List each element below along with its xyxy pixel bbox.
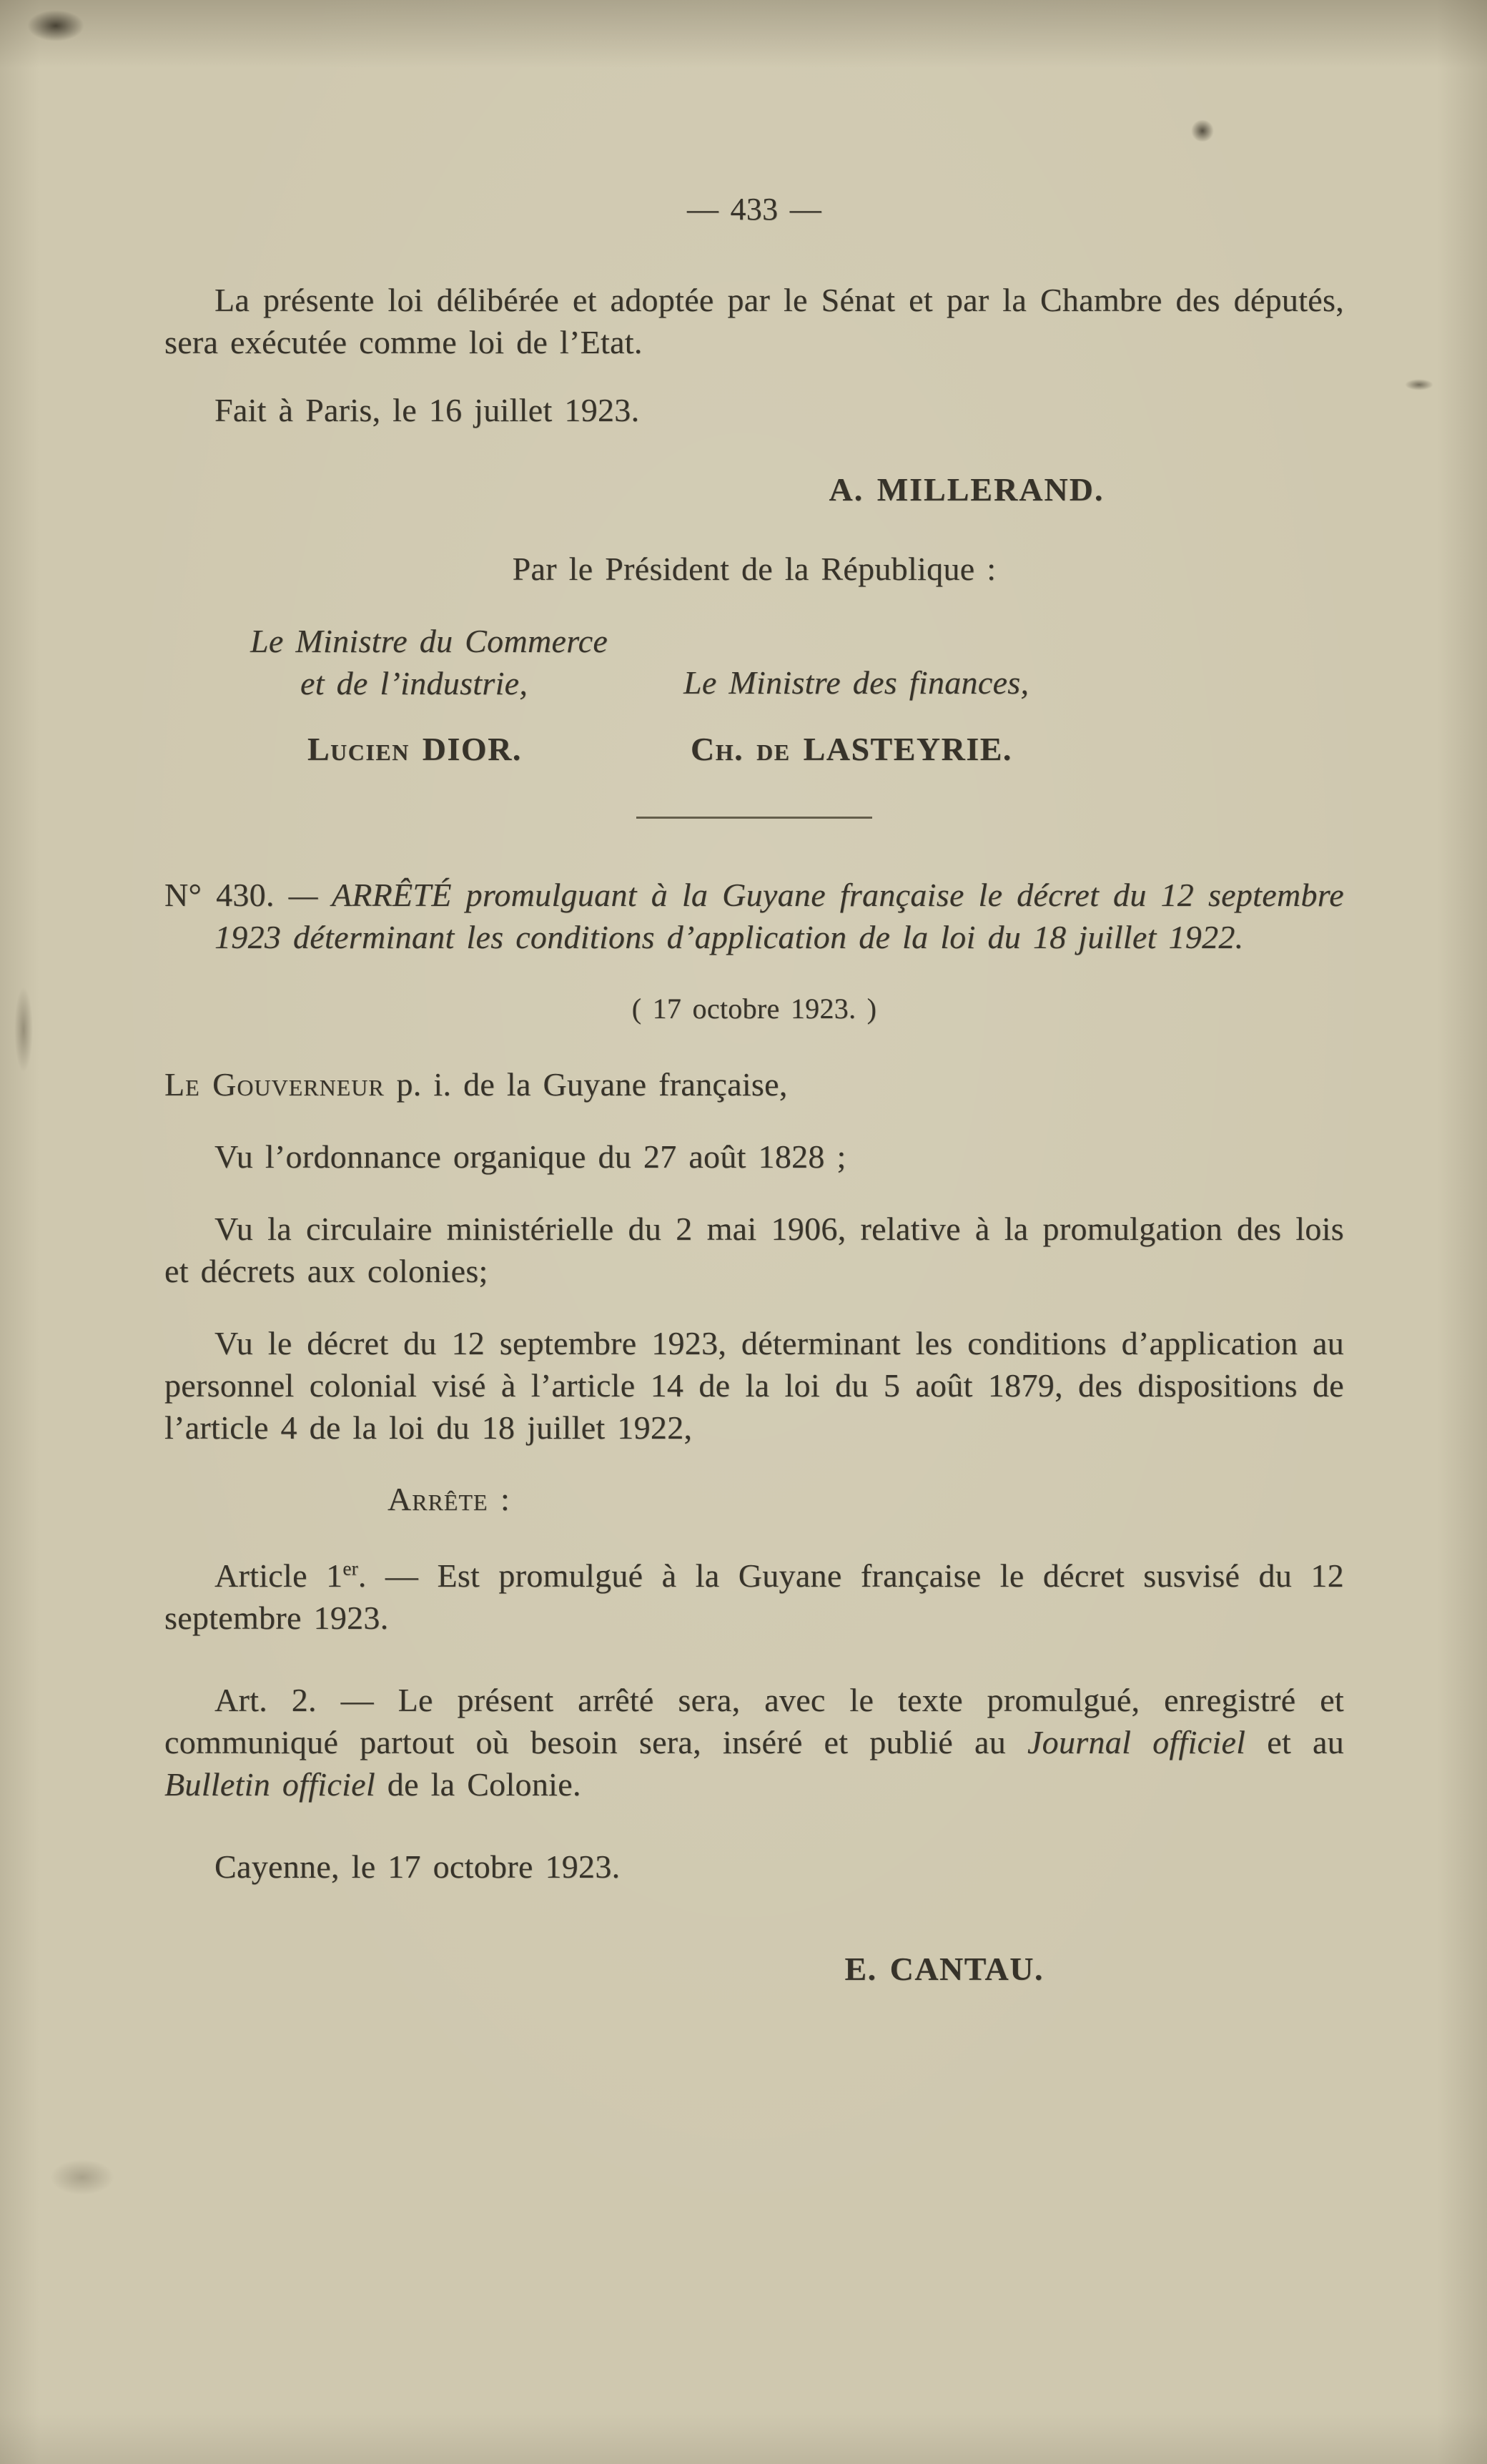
article-1-ordinal: er — [342, 1557, 358, 1580]
article-2-suffix: de la Colonie. — [375, 1765, 581, 1803]
paper-smudge — [50, 2159, 114, 2195]
governor-title: Le Gouverneur — [164, 1066, 385, 1103]
governor-title-rest: p. i. de la Guyane française, — [384, 1066, 788, 1103]
article-1-label: Article 1 — [214, 1557, 343, 1595]
arrete-title-text: — ARRÊTÉ promulguant à la Guyane française le décret du 12 septembre 1923 déterminant les conditions d’application de la loi du 18 juillet 1922. — [214, 877, 1344, 956]
visa-paragraph: Vu le décret du 12 septembre 1923, déterminant les conditions d’application au personnel colonial visé à l’article 14 de la loi du 5 août 1879, des dispositions de l’article 4 de la loi du 18 juillet 1922, — [164, 1324, 1344, 1446]
law-closing-paragraph: La présente loi délibérée et adoptée par le Sénat et par la Chambre des députés, sera exécutée comme loi de l’Etat. — [164, 282, 1344, 361]
arrete-closing-dateline: Cayenne, le 17 octobre 1923. — [214, 1848, 621, 1885]
section-divider — [636, 817, 872, 819]
paper-speck — [27, 10, 84, 41]
journal-officiel-reference: Journal officiel — [1027, 1723, 1246, 1760]
ministers-block — [164, 621, 1344, 772]
article-2-text: Art. 2. — Le présent arrêté sera, avec le texte promulgué, enregistré et communiqué partout où besoin sera, inséré et publié au — [164, 1682, 1344, 1760]
minister-commerce-signature: Lucien DIOR. — [307, 731, 522, 768]
visa-paragraph: Vu la circulaire ministérielle du 2 mai 1906, relative à la promulgation des lois et décrets aux colonies; — [164, 1211, 1344, 1289]
arrete-heading — [164, 874, 1344, 959]
minister-commerce-title-line2: et de l’industrie, — [300, 664, 528, 701]
minister-commerce-column — [164, 621, 683, 772]
bulletin-officiel-reference: Bulletin officiel — [164, 1765, 375, 1803]
page-number: — 433 — — [686, 192, 822, 227]
article-1 — [164, 1555, 1344, 1640]
minister-commerce-title-line1: Le Ministre du Commerce — [250, 622, 608, 659]
minister-finances-title: Le Ministre des finances, — [683, 664, 1029, 701]
minister-finances-column — [683, 621, 1344, 772]
article-2 — [164, 1680, 1344, 1806]
governor-signature: E. CANTAU. — [844, 1950, 1044, 1987]
paper-speck — [1190, 120, 1215, 142]
arrete-opening — [164, 1064, 1344, 1106]
decree-word: Arrête : — [387, 1481, 510, 1518]
countersign-intro: Par le Président de la République : — [512, 550, 997, 587]
law-dateline: Fait à Paris, le 16 juillet 1923. — [214, 392, 640, 429]
minister-finances-signature: Ch. de LASTEYRIE. — [691, 730, 1012, 767]
arrete-number: N° 430. — [164, 877, 275, 914]
article-2-middle: et au — [1245, 1723, 1344, 1760]
arrete-date: ( 17 octobre 1923. ) — [631, 992, 877, 1025]
paper-speck — [14, 987, 33, 1073]
visa-paragraph: Vu l’ordonnance organique du 27 août 1828 ; — [214, 1138, 846, 1176]
paper-speck — [1405, 379, 1433, 390]
article-1-text: . — Est promulgué à la Guyane française le décret susvisé du 12 septembre 1923. — [164, 1557, 1345, 1637]
president-signature: A. MILLERAND. — [829, 470, 1105, 508]
